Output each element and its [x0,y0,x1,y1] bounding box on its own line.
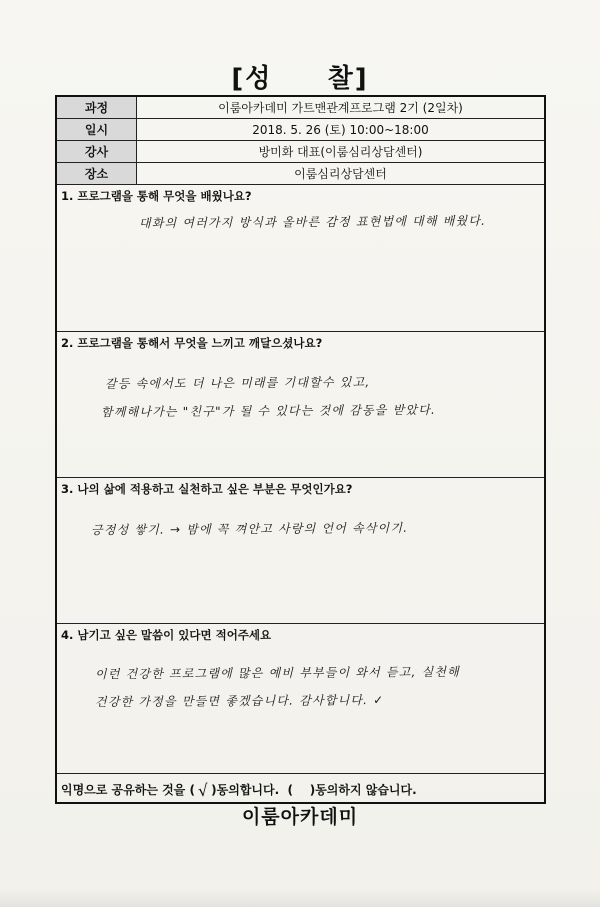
question-section-1 [57,185,544,332]
question-label: 3. 나의 삶에 적용하고 실천하고 싶은 부분은 무엇인가요? [61,482,353,496]
question-section-4 [57,624,544,774]
question-section-2 [57,332,544,478]
handwritten-answer: 건강한 가정을 만들면 좋겠습니다. 감사합니다. ✓ [94,692,385,710]
handwritten-answer: 긍정성 쌓기. → 밤에 꼭 껴안고 사랑의 언어 속삭이기. [90,520,409,538]
reflection-form [55,95,546,804]
info-label: 장소 [57,163,137,184]
info-row-place [57,163,544,185]
consent-text-before: 익명으로 공유하는 것을 ( [61,783,195,797]
handwritten-answer: 대화의 여러가지 방식과 올바른 감정 표현법에 대해 배웠다. [138,213,487,231]
handwritten-answer: 이런 건강한 프로그램에 많은 예비 부부들이 와서 듣고, 실천해 [94,664,460,682]
info-row-instructor [57,141,544,163]
checkmark-icon[interactable]: √ [196,780,210,801]
consent-line [61,779,417,801]
question-label: 2. 프로그램을 통해서 무엇을 느끼고 깨달으셨나요? [61,336,323,350]
scan-edge-shadow [0,889,600,907]
consent-text-agree: )동의합니다. ( )동의하지 않습니다. [211,783,417,797]
page-title: [성 찰] [231,64,369,94]
info-row-date [57,119,544,141]
info-value: 방미화 대표(이룸심리상담센터) [258,145,423,159]
info-value: 이룸아카데미 가트맨관계프로그램 2기 (2일차) [218,101,463,115]
handwritten-answer: 함께해나가는 "친구"가 될 수 있다는 것에 감동을 받았다. [100,402,437,420]
info-value: 이룸심리상담센터 [294,167,387,181]
info-label: 강사 [57,141,137,162]
footer-organization: 이룸아카데미 [241,806,359,828]
handwritten-answer: 갈등 속에서도 더 나은 미래를 기대할수 있고, [104,375,371,391]
info-label: 일시 [57,119,137,140]
question-label: 1. 프로그램을 통해 무엇을 배웠나요? [61,189,252,203]
question-section-3 [57,478,544,624]
info-label: 과정 [57,97,137,118]
info-value: 2018. 5. 26 (토) 10:00~18:00 [252,123,429,137]
question-label: 4. 남기고 싶은 말씀이 있다면 적어주세요 [61,628,272,642]
info-row-course [57,97,544,119]
